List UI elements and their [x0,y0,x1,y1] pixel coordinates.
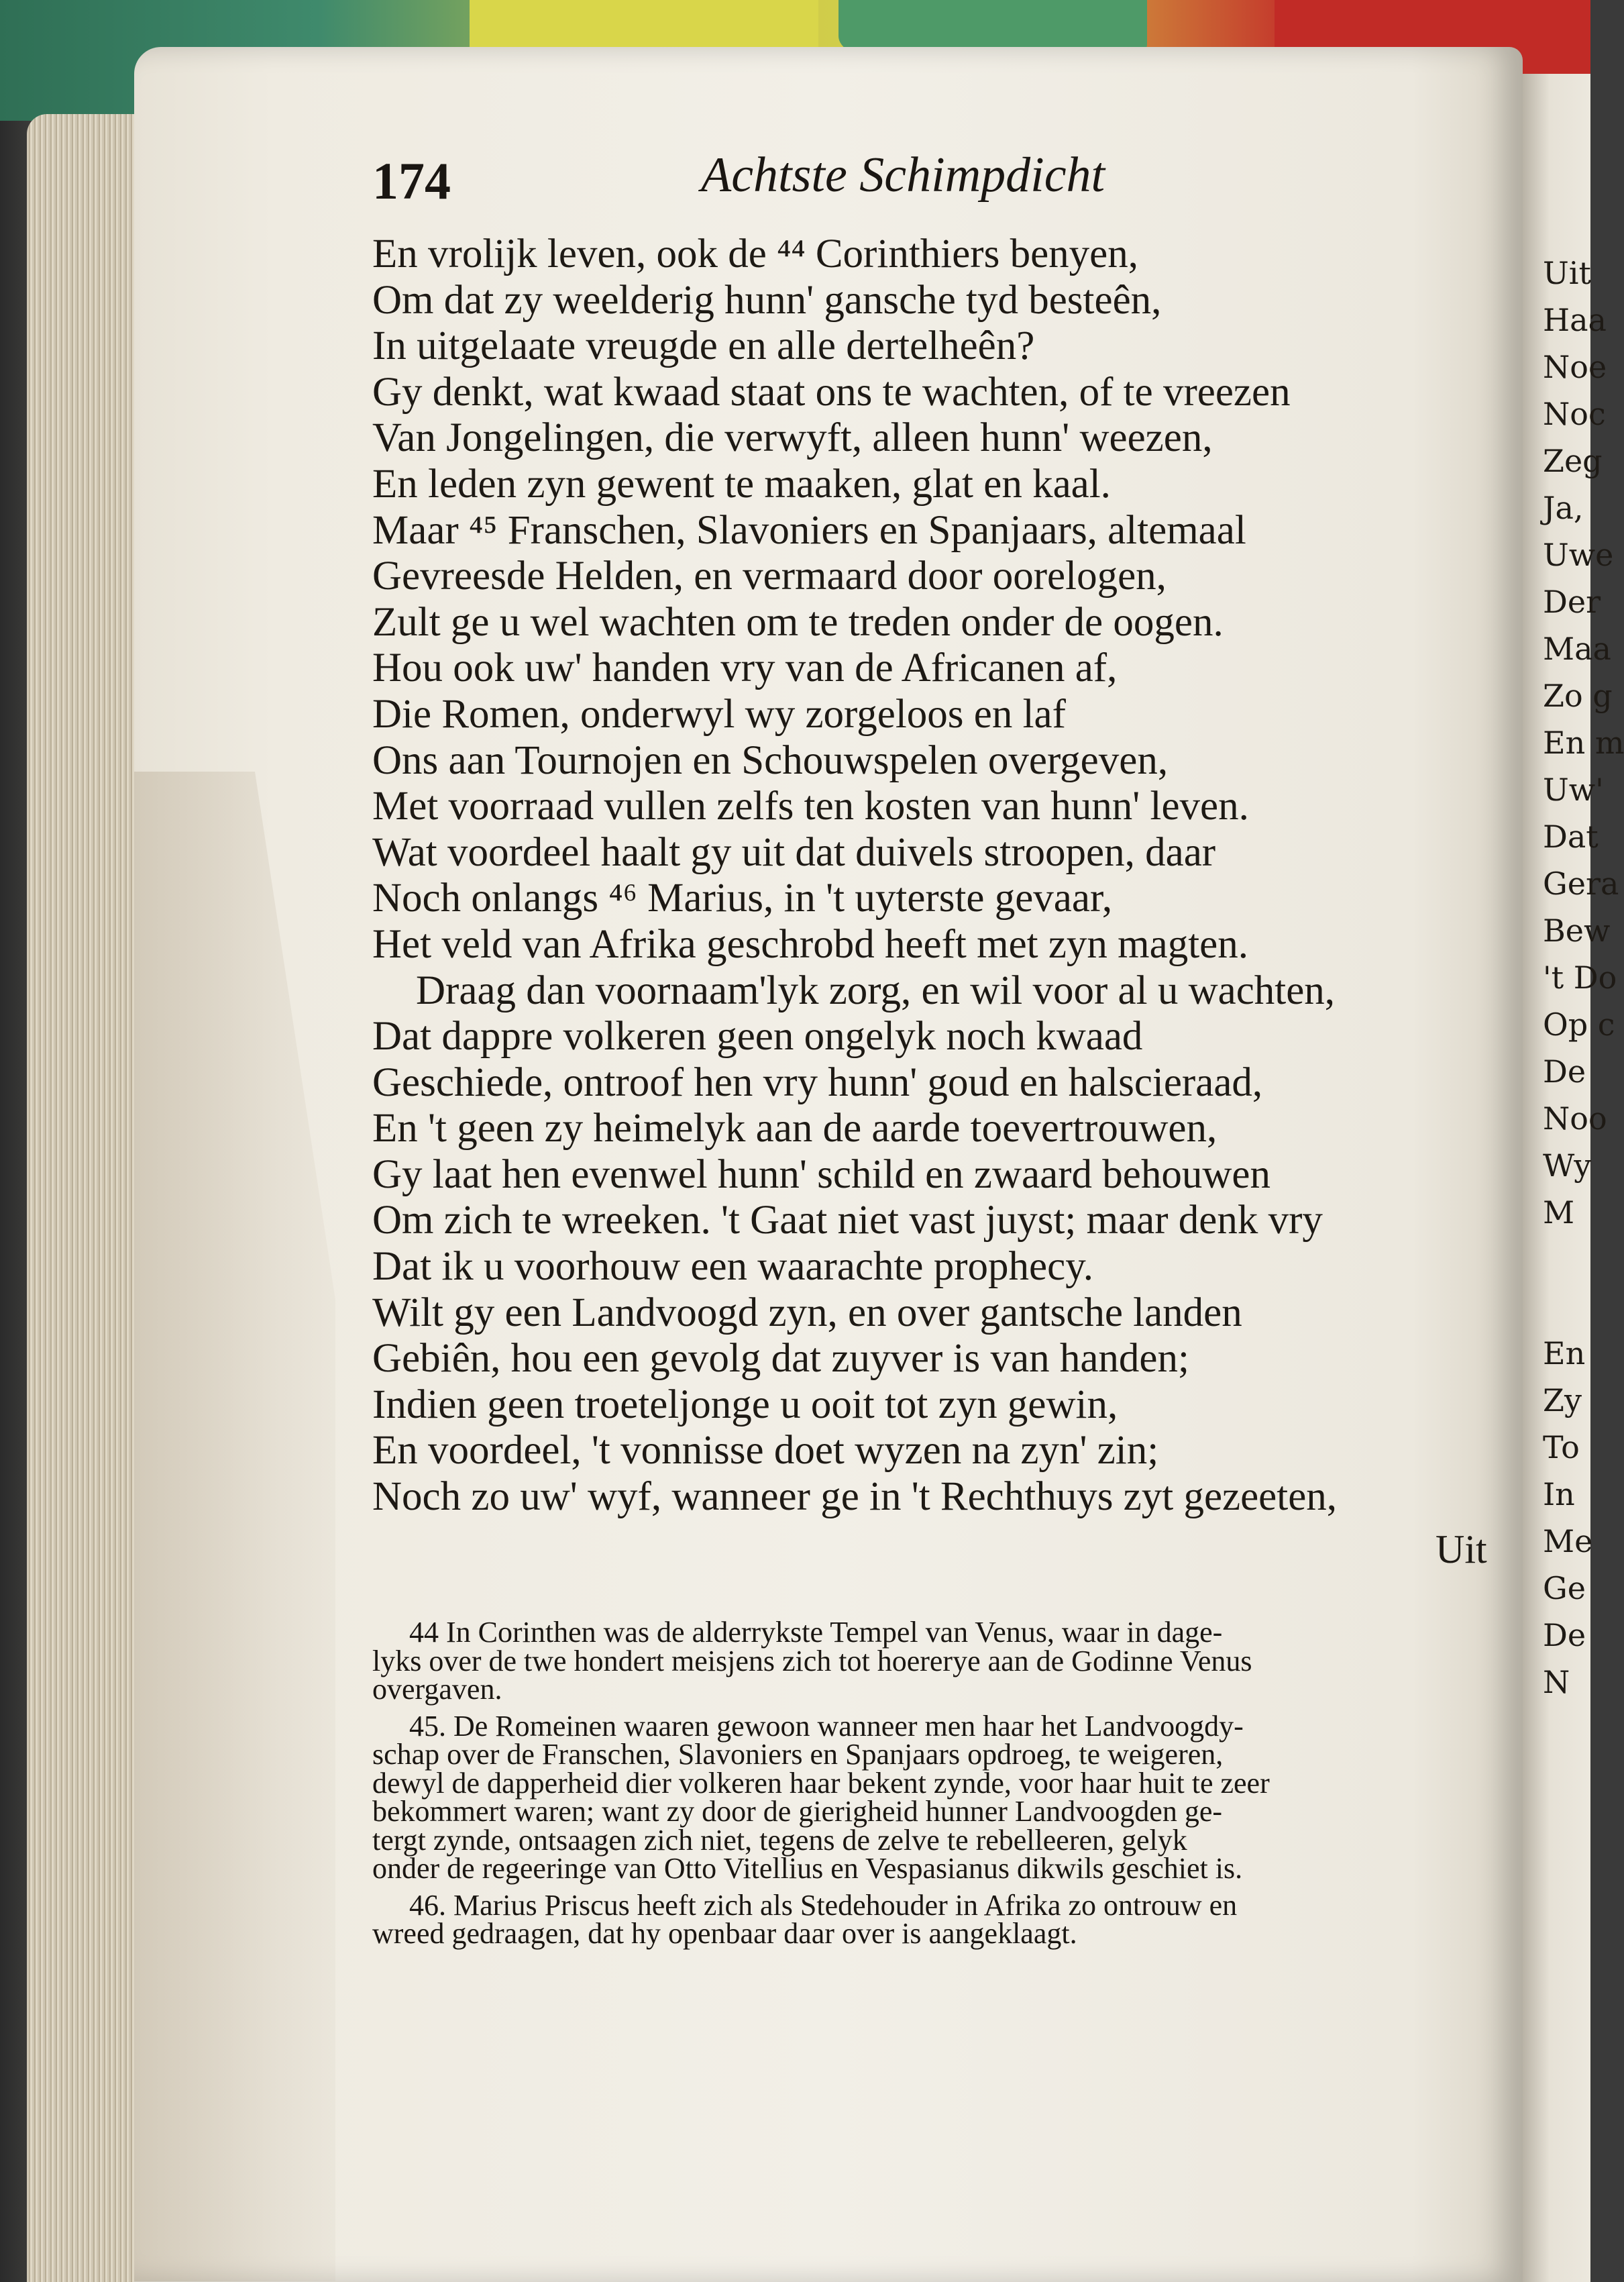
catchword: Uit [1436,1527,1487,1571]
footnote-line: dewyl de dapperheid dier volkeren haar bekent zynde, voor haar huit te zeer [372,1766,1270,1800]
facing-page-fragment: 't Do [1543,960,1617,996]
facing-page-fragment: Haa [1543,302,1607,338]
facing-page-fragment: En m [1543,725,1624,761]
verse-line: Die Romen, onderwyl wy zorgeloos en laf [372,691,1066,737]
footnote [372,1888,1493,1950]
facing-page-fragment: To [1543,1429,1580,1465]
facing-page-fragment: Uwe [1543,537,1614,573]
verse-line: In uitgelaate vreugde en alle dertelheên? [372,323,1035,369]
facing-page-fragment: Dat [1543,819,1599,855]
facing-page-fragment: De [1543,1617,1586,1653]
footnotes [372,1618,1493,1949]
facing-page-fragment: Uw' [1543,772,1604,808]
facing-page-fragment: M [1543,1194,1575,1231]
facing-page-fragment: Ge [1543,1570,1586,1606]
facing-page-fragment: Noc [1543,396,1606,432]
verse-line: Indien geen troeteljonge u ooit tot zyn gewin, [372,1382,1118,1427]
verse-line: Met voorraad vullen zelfs ten kosten van hunn' leven. [372,784,1249,829]
footnote [372,1709,1493,1885]
facing-page-fragment: Uit [1543,255,1591,291]
facing-page-fragment: Gera [1543,866,1619,902]
facing-page-fragment: Wy [1543,1147,1592,1184]
verse-line: Gevreesde Helden, en vermaard door oorelogen, [372,554,1167,599]
verse-text [372,231,1486,1520]
verse-line: Draag dan voornaam'lyk zorg, en wil voor al u wachten, [416,968,1336,1013]
facing-page-fragment: Der [1543,584,1601,620]
facing-page-fragment: Noe [1543,349,1607,385]
verse-line: Maar ⁴⁵ Franschen, Slavoniers en Spanjaars, altemaal [372,507,1246,553]
verse-line: En voordeel, 't vonnisse doet wyzen na zyn' zin; [372,1428,1159,1473]
footnote-line: schap over de Franschen, Slavoniers en Spanjaars opdroeg, te weigeren, [372,1738,1224,1771]
footnote [372,1618,1493,1704]
verse-line: Wilt gy een Landvoogd zyn, en over gantsche landen [372,1290,1242,1335]
facing-page-fragment: Ja, [1543,490,1584,526]
verse-line: Noch zo uw' wyf, wanneer ge in 't Rechthuys zyt gezeeten, [372,1474,1338,1520]
footnote-line: wreed gedraagen, dat hy openbaar daar over is aangeklaagt. [372,1917,1077,1950]
verse-line: Om dat zy weelderig hunn' gansche tyd besteên, [372,277,1162,323]
facing-page-fragment: Zy [1543,1382,1582,1418]
page-number: 174 [372,152,451,210]
verse-line: Gebiên, hou een gevolg dat zuyver is van handen; [372,1336,1189,1382]
verse-line: Gy denkt, wat kwaad staat ons te wachten, of te vreezen [372,369,1291,415]
verse-line: En leden zyn gewent te maaken, glat en kaal. [372,461,1111,507]
verse-line: En vrolijk leven, ook de ⁴⁴ Corinthiers benyen, [372,231,1138,276]
footnote-line: onder de regeeringe van Otto Vitellius en Vespasianus dikwils geschiet is. [372,1852,1243,1885]
facing-page-fragment: Me [1543,1523,1593,1559]
facing-page-fragment: In [1543,1476,1575,1512]
verse-line: Noch onlangs ⁴⁶ Marius, in 't uyterste gevaar, [372,876,1113,921]
facing-page-fragment: De [1543,1053,1586,1090]
verse-line: Het veld van Afrika geschrobd heeft met zyn magten. [372,921,1248,967]
footnote-line: 46. Marius Priscus heeft zich als Stedehouder in Afrika zo ontrouw en [409,1888,1238,1922]
footnote-line: 45. De Romeinen waaren gewoon wanneer men haar het Landvoogdy- [409,1709,1244,1743]
verse-line: Ons aan Tournojen en Schouwspelen overgeven, [372,737,1169,783]
footnote-line: 44 In Corinthen was de alderrykste Tempel van Venus, waar in dage- [409,1616,1223,1649]
verse-line: Van Jongelingen, die verwyft, alleen hunn' weezen, [372,415,1213,461]
facing-page-fragment: N [1543,1664,1570,1700]
footnote-line: tergt zynde, ontsaagen zich niet, tegens de zelve te rebelleeren, gelyk [372,1823,1187,1857]
facing-page-fragment: En [1543,1335,1586,1371]
facing-page-fragment: Op c [1543,1006,1615,1043]
verse-line: Geschiede, ontroof hen vry hunn' goud en halscieraad, [372,1059,1263,1105]
facing-page-fragment: Bew [1543,913,1611,949]
verse-line: Wat voordeel haalt gy uit dat duivels stroopen, daar [372,829,1216,875]
footnote-line: lyks over de twe hondert meisjens zich tot hoererye aan de Godinne Venus [372,1644,1252,1677]
verse-line: Dat ik u voorhouw een waarachte prophecy. [372,1244,1093,1290]
facing-page-fragment: Noo [1543,1100,1607,1137]
verse-line: Zult ge u wel wachten om te treden onder de oogen. [372,599,1224,645]
verse-line: Gy laat hen evenwel hunn' schild en zwaard behouwen [372,1151,1270,1197]
running-head [372,148,1446,218]
facing-page-fragment: Maa [1543,631,1611,667]
verse-line: En 't geen zy heimelyk aan de aarde toevertrouwen, [372,1106,1217,1151]
verse-line: Hou ook uw' handen vry van de Africanen af, [372,645,1118,691]
footnote-line: overgaven. [372,1673,502,1706]
facing-page-fragment: Zeg [1543,443,1603,479]
facing-page-fragment: Zo g [1543,678,1613,714]
running-title: Achtste Schimpdicht [701,148,1105,203]
facing-page [1523,74,1624,2282]
verse-line: Dat dappre volkeren geen ongelyk noch kwaad [372,1014,1143,1059]
verse-line: Om zich te wreeken. 't Gaat niet vast juyst; maar denk vry [372,1198,1323,1243]
footnote-line: bekommert waren; want zy door de gierigheid hunner Landvoogden ge- [372,1795,1223,1828]
